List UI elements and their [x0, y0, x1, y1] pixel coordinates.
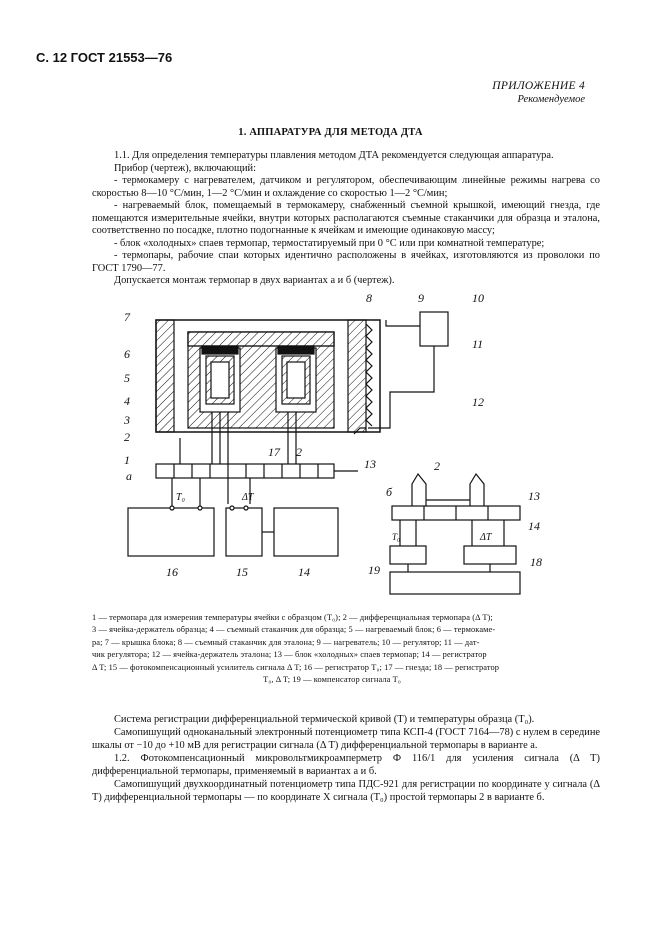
callout-14: 14 — [528, 519, 540, 533]
callout-19: 19 — [368, 563, 380, 577]
callout-4: 4 — [124, 394, 130, 408]
callout-13: 13 — [364, 457, 376, 471]
heater-coil — [366, 324, 372, 426]
callout-8: 8 — [366, 291, 372, 305]
recorder-t0 — [128, 508, 214, 556]
paragraph: Допускается монтаж термопар в двух вариантах а и б (чертеж). — [114, 275, 395, 286]
compensator-t0 — [390, 546, 426, 564]
regulator — [420, 312, 448, 346]
camera-wall-right — [348, 320, 366, 432]
camera-wall-left — [156, 320, 174, 432]
section-title: 1. АППАРАТУРА ДЛЯ МЕТОДА ДТА — [238, 127, 423, 138]
callout-2-b: 2 — [296, 445, 302, 459]
dt-label: ΔT — [242, 492, 254, 503]
intro-text — [92, 150, 600, 288]
caption-line: 3 — ячейка-держатель образца; 4 — съемный стаканчик для образца; 5 — нагреваемый блок; 6 — термокаме- — [92, 625, 496, 635]
callout-7: 7 — [124, 310, 130, 324]
page-header: С. 12 ГОСТ 21553—76 — [36, 50, 173, 65]
caption-line: Δ T; 15 — фотокомпенсационный усилитель сигнала Δ T; 16 — регистратор T₀; 17 — гнезда; 18 — регистратор — [92, 662, 500, 672]
t0-label-b: T₀ — [392, 532, 401, 542]
callout-2: 2 — [124, 430, 130, 444]
registration-text — [92, 713, 600, 804]
callout-13-b: 13 — [528, 489, 540, 503]
paragraph: Система регистрации дифференциальной термической кривой (T) и температуры образца (T₀). — [114, 714, 535, 725]
cold-junction-block — [156, 464, 334, 478]
callout-2-c: 2 — [434, 459, 440, 473]
caption-line: T₀, Δ T; 19 — компенсатор сигнала T₀ — [263, 675, 401, 685]
callout-16: 16 — [166, 565, 178, 579]
variant-a-label: а — [126, 469, 132, 483]
callout-17: 17 — [268, 445, 280, 459]
amplifier-dt-b — [464, 546, 516, 564]
paragraph: 1.1. Для определения температуры плавления методом ДТА рекомендуется следующая аппаратура. — [114, 150, 554, 161]
variant-b-label: б — [386, 485, 393, 499]
callout-1: 1 — [124, 453, 130, 467]
appendix-number: ПРИЛОЖЕНИЕ 4 — [492, 80, 585, 92]
amplifier-dt — [226, 508, 262, 556]
caption-line: ра; 7 — крышка блока; 8 — съемный стаканчик для эталона; 9 — нагреватель; 10 — регулятор; 11 — дат- — [92, 637, 480, 647]
callout-9: 9 — [418, 291, 424, 305]
caption-line: 1 — термопара для измерения температуры ячейки с образцом (T₀); 2 — дифференциальная термопара (Δ T); — [92, 613, 493, 622]
paragraph: Самопишущий одноканальный электронный потенциометр типа КСП-4 (ГОСТ 7164—78) с нулем в середине шкалы от −10 до +10 мВ для регистрации сигнала (Δ T) дифференциальной термопары в варианте а. — [92, 727, 600, 751]
list-item: - термокамеру с нагревателем, датчиком и регулятором, обеспечивающим линейные режимы нагрева со скоростью 8—10 °С/мин, 1—2 °С/мин и охлаждение со скоростью 1—2 °С/мин; — [92, 175, 600, 199]
figure-caption — [92, 612, 572, 686]
thermocouple-b-left — [412, 474, 426, 506]
caption-line: чик регулятора; 12 — ячейка-держатель эталона; 13 — блок «холодных» спаев термопар; 14 — регистратор — [92, 650, 487, 660]
appendix-label — [492, 80, 585, 106]
t0-label: T₀ — [176, 492, 186, 503]
list-item: - термопары, рабочие спаи которых идентично расположены в ячейках, изготовляются из проволоки по ГОСТ 1790—77. — [92, 250, 600, 274]
callout-6: 6 — [124, 347, 130, 361]
callout-3: 3 — [124, 413, 130, 427]
thermocouple-b-right — [470, 474, 484, 506]
apparatus-diagram — [100, 278, 540, 598]
paragraph: Самопишущий двухкоординатный потенциометр типа ПДС-921 для регистрации по координате y сигнала (Δ T) дифференциальной термопары — по координате X сигнала (T₀) простой термопары 2 в варианте б. — [92, 779, 600, 803]
callout-10: 10 — [472, 291, 484, 305]
paragraph: 1.2. Фотокомпенсационный микровольтмикроамперметр Ф 116/1 для усиления сигнала (Δ T) дифференциальной термопары, применяемый в вариантах а и б. — [92, 753, 600, 777]
list-item: - нагреваемый блок, помещаемый в термокамеру, снабженный съемной крышкой, имеющий гнезда, где помещаются измерительные ячейки, внутри которых располагаются съемные стаканчики для образца и эталона, соответственно по посадке, плотно подогнанные к ячейкам и имеющие одинаковую массу; — [92, 200, 600, 236]
callout-18: 18 — [530, 555, 542, 569]
callout-12: 12 — [472, 395, 484, 409]
recorder-t0-dt — [390, 572, 520, 594]
callout-15: 15 — [236, 565, 248, 579]
callout-14-a: 14 — [298, 565, 310, 579]
callout-5: 5 — [124, 371, 130, 385]
list-item: - блок «холодных» спаев термопар, термостатируемый при 0 °С или при комнатной температуре; — [114, 237, 545, 249]
callout-11: 11 — [472, 337, 484, 351]
paragraph: Прибор (чертеж), включающий: — [114, 162, 256, 174]
appendix-status: Рекомендуемое — [517, 94, 585, 105]
dt-label-b: ΔT — [480, 532, 492, 543]
recorder-dt — [274, 508, 338, 556]
